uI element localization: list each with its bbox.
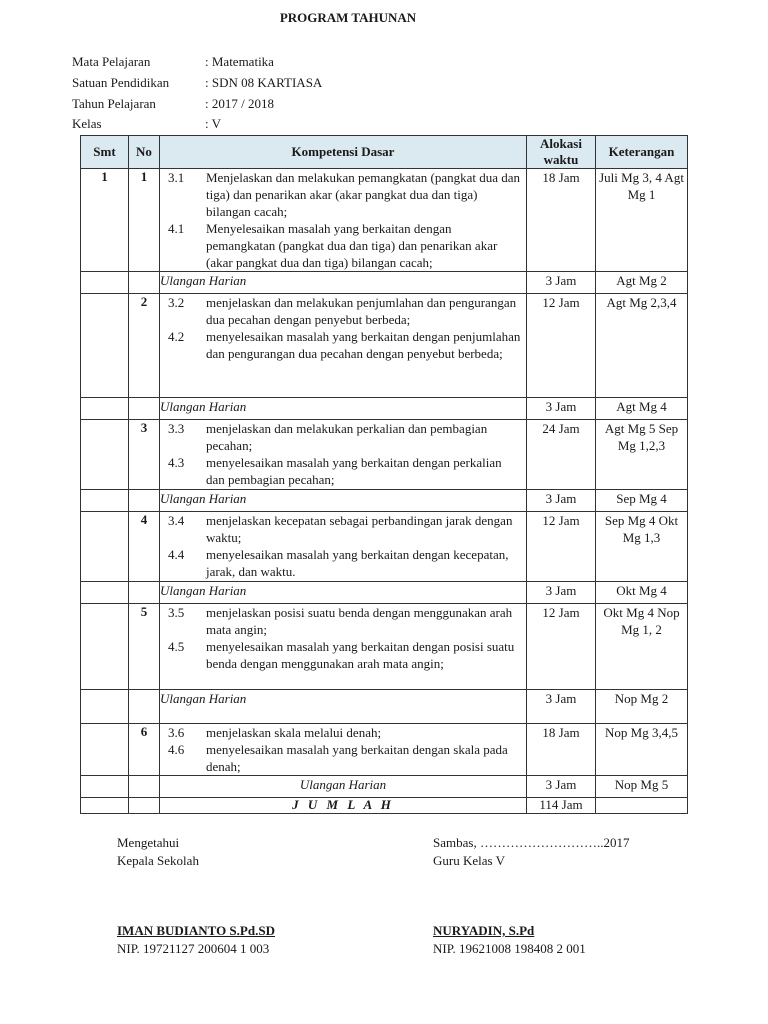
kd-text: menjelaskan kecepatan sebagai perbandingan jarak dengan waktu; [206, 513, 513, 545]
meta-label: Satuan Pendidikan [72, 74, 170, 90]
meta-row-year [72, 94, 322, 115]
sig-left-name: IMAN BUDIANTO S.Pd.SD [117, 923, 275, 938]
alokasi-cell: 18 Jam [527, 724, 596, 776]
table-row [81, 169, 688, 272]
page-title: PROGRAM TAHUNAN [279, 10, 417, 25]
ulangan-keterangan: Agt Mg 4 [596, 398, 688, 420]
kd-num: 4.4 [168, 547, 185, 562]
kd-text: menyelesaikan masalah yang berkaitan dengan penjumlahan dan pengurangan dua pecahan dengan penyebut berbeda; [206, 329, 521, 361]
ulangan-keterangan: Nop Mg 5 [596, 776, 688, 798]
ulangan-alokasi: 3 Jam [527, 690, 596, 724]
kd-num: 4.3 [168, 455, 185, 470]
empty-cell [81, 490, 129, 512]
ulangan-row [81, 776, 688, 798]
empty-cell [81, 272, 129, 294]
header-no: No [129, 136, 160, 169]
kd-item [160, 604, 526, 638]
table-row [81, 724, 688, 776]
empty-cell [81, 512, 129, 582]
kd-num: 4.6 [168, 742, 185, 757]
empty-cell [129, 272, 160, 294]
empty-cell [81, 420, 129, 490]
ulangan-label: Ulangan Harian [160, 272, 527, 294]
table-row [81, 420, 688, 490]
signature-left [117, 834, 275, 958]
sig-left-line2: Kepala Sekolah [117, 853, 199, 868]
keterangan-cell: Agt Mg 2,3,4 [596, 294, 688, 398]
kd-text: menyelesaikan masalah yang berkaitan dengan perkalian dan pembagian pecahan; [206, 455, 502, 487]
no-cell: 4 [129, 512, 160, 582]
meta-value: : 2017 / 2018 [205, 95, 274, 111]
kd-item [160, 724, 526, 741]
alokasi-cell: 24 Jam [527, 420, 596, 490]
meta-label: Tahun Pelajaran [72, 95, 156, 111]
total-value: 114 Jam [527, 798, 596, 814]
kd-item [160, 454, 526, 488]
no-cell: 6 [129, 724, 160, 776]
total-label: J U M L A H [160, 798, 527, 814]
ulangan-keterangan: Nop Mg 2 [596, 690, 688, 724]
keterangan-cell: Agt Mg 5 Sep Mg 1,2,3 [596, 420, 688, 490]
empty-cell [81, 690, 129, 724]
empty-cell [596, 798, 688, 814]
kd-cell [160, 169, 527, 272]
empty-cell [129, 798, 160, 814]
meta-label: Mata Pelajaran [72, 54, 151, 69]
sig-right-line1: Sambas, ………………………..2017 [433, 835, 630, 850]
kd-text: menjelaskan posisi suatu benda dengan menggunakan arah mata angin; [206, 605, 513, 637]
empty-cell [81, 398, 129, 420]
ulangan-keterangan: Agt Mg 2 [596, 272, 688, 294]
empty-cell [81, 776, 129, 798]
empty-cell [81, 604, 129, 690]
kd-text: menjelaskan skala melalui denah; [206, 725, 382, 740]
kd-text: menjelaskan dan melakukan penjumlahan dan pengurangan dua pecahan dengan penyebut berbeda; [206, 295, 517, 327]
empty-cell [129, 582, 160, 604]
kd-item [160, 638, 526, 672]
kd-cell [160, 294, 527, 398]
table-row [81, 604, 688, 690]
ulangan-label: Ulangan Harian [160, 582, 527, 604]
kd-text: menyelesaikan masalah yang berkaitan dengan kecepatan, jarak, dan waktu. [206, 547, 509, 579]
meta-value: : Matematika [205, 54, 274, 69]
ulangan-alokasi: 3 Jam [527, 582, 596, 604]
no-cell: 1 [129, 169, 160, 272]
empty-cell [129, 776, 160, 798]
meta-value: : SDN 08 KARTIASA [205, 74, 323, 90]
kd-cell [160, 512, 527, 582]
ulangan-alokasi: 3 Jam [527, 490, 596, 512]
no-cell: 5 [129, 604, 160, 690]
ulangan-label: Ulangan Harian [160, 490, 527, 512]
sig-right-nip: NIP. 19621008 198408 2 001 [433, 941, 586, 956]
ulangan-keterangan: Okt Mg 4 [596, 582, 688, 604]
program-table [80, 135, 688, 814]
kd-num: 4.2 [168, 329, 185, 344]
ulangan-label: Ulangan Harian [160, 776, 527, 798]
kd-text: menyelesaikan masalah yang berkaitan dengan posisi suatu benda dengan menggunakan arah mata angin; [206, 639, 515, 671]
keterangan-cell: Juli Mg 3, 4 Agt Mg 1 [596, 169, 688, 272]
empty-cell [81, 724, 129, 776]
kd-num: 4.1 [168, 221, 185, 236]
empty-cell [81, 798, 129, 814]
meta-label: Kelas [72, 116, 102, 132]
kd-num: 3.2 [168, 295, 185, 310]
ulangan-label: Ulangan Harian [160, 690, 527, 724]
ulangan-alokasi: 3 Jam [527, 398, 596, 420]
ulangan-row [81, 582, 688, 604]
kd-item [160, 420, 526, 454]
empty-cell [129, 398, 160, 420]
empty-cell [129, 490, 160, 512]
meta-info [72, 52, 322, 135]
table-row [81, 294, 688, 398]
alokasi-cell: 12 Jam [527, 604, 596, 690]
header-keterangan: Keterangan [596, 136, 688, 169]
alokasi-cell: 12 Jam [527, 294, 596, 398]
kd-num: 3.3 [168, 421, 185, 436]
kd-item [160, 741, 526, 775]
kd-num: 4.5 [168, 639, 185, 654]
kd-item [160, 169, 526, 220]
kd-num: 3.1 [168, 170, 185, 185]
sig-left-nip: NIP. 19721127 200604 1 003 [117, 941, 270, 956]
header-alokasi: Alokasi waktu [527, 136, 596, 169]
keterangan-cell: Nop Mg 3,4,5 [596, 724, 688, 776]
header-smt: Smt [81, 136, 129, 169]
kd-text: menyelesaikan masalah yang berkaitan dengan skala pada denah; [206, 742, 508, 774]
kd-cell [160, 724, 527, 776]
empty-cell [129, 690, 160, 724]
ulangan-alokasi: 3 Jam [527, 272, 596, 294]
table-row [81, 512, 688, 582]
meta-value: : V [205, 116, 222, 132]
ulangan-label: Ulangan Harian [160, 398, 527, 420]
kd-text: Menjelaskan dan melakukan pemangkatan (pangkat dua dan tiga) dan penarikan akar (akar pangkat dua dan tiga) bilangan cacah; [206, 170, 521, 219]
keterangan-cell: Sep Mg 4 Okt Mg 1,3 [596, 512, 688, 582]
kd-item [160, 294, 526, 328]
keterangan-cell: Okt Mg 4 Nop Mg 1, 2 [596, 604, 688, 690]
ulangan-row [81, 398, 688, 420]
kd-text: Menyelesaikan masalah yang berkaitan dengan pemangkatan (pangkat dua dan tiga) dan penarikan akar (akar pangkat dua dan tiga) bilangan cacah; [206, 221, 498, 270]
smt-cell: 1 [81, 169, 129, 272]
kd-item [160, 546, 526, 580]
ulangan-row [81, 690, 688, 724]
meta-row-class [72, 114, 322, 135]
kd-num: 3.5 [168, 605, 185, 620]
ulangan-keterangan: Sep Mg 4 [596, 490, 688, 512]
no-cell: 3 [129, 420, 160, 490]
header-kompetensi: Kompetensi Dasar [160, 136, 527, 169]
signature-right [433, 834, 629, 958]
empty-cell [81, 582, 129, 604]
empty-cell [81, 294, 129, 398]
total-row [81, 798, 688, 814]
ulangan-row [81, 490, 688, 512]
no-cell: 2 [129, 294, 160, 398]
sig-right-name: NURYADIN, S.Pd [433, 923, 535, 938]
kd-item [160, 220, 526, 271]
kd-item [160, 328, 526, 362]
meta-row-school [72, 73, 322, 94]
kd-cell [160, 604, 527, 690]
kd-text: menjelaskan dan melakukan perkalian dan pembagian pecahan; [206, 421, 488, 453]
alokasi-cell: 12 Jam [527, 512, 596, 582]
meta-row-subject [72, 52, 322, 73]
kd-num: 3.4 [168, 513, 185, 528]
sig-right-line2: Guru Kelas V [433, 853, 505, 868]
ulangan-row [81, 272, 688, 294]
sig-left-line1: Mengetahui [117, 835, 180, 850]
table-header-row [81, 136, 688, 169]
kd-cell [160, 420, 527, 490]
kd-num: 3.6 [168, 725, 185, 740]
kd-item [160, 512, 526, 546]
ulangan-alokasi: 3 Jam [527, 776, 596, 798]
alokasi-cell: 18 Jam [527, 169, 596, 272]
